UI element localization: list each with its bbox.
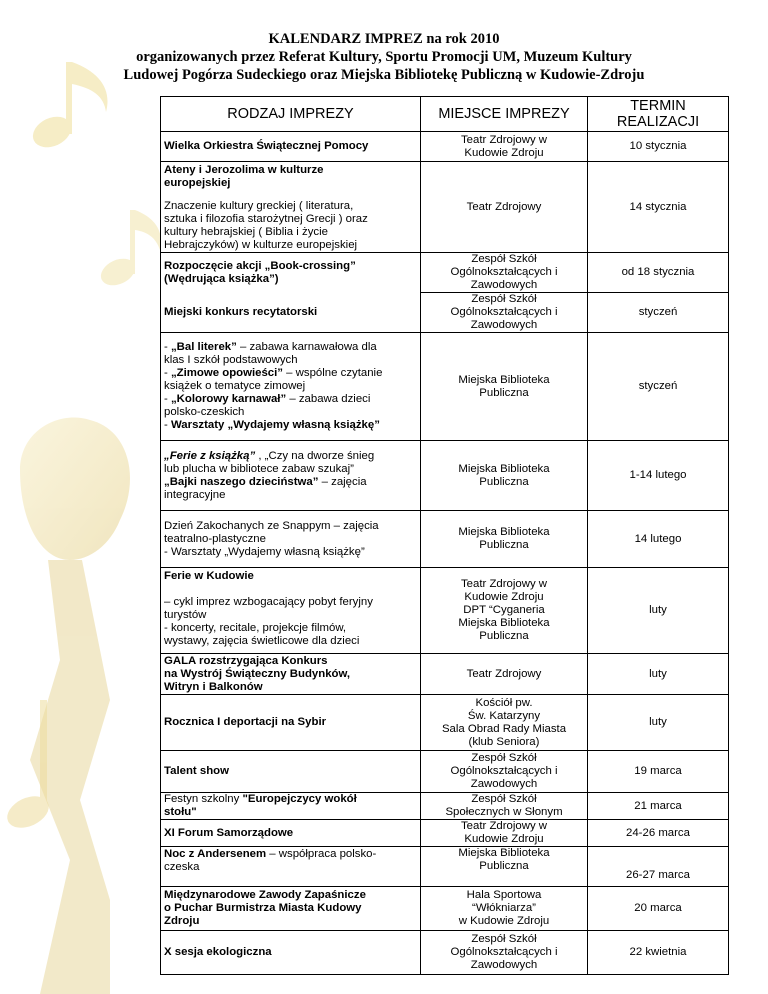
event-line: Międzynarodowe Zawody Zapaśnicze bbox=[164, 889, 366, 901]
event-line: Witryn i Balkonów bbox=[164, 680, 263, 693]
event-text: Noc z Andersenem bbox=[164, 848, 267, 860]
event-text: – zabawa dzieci bbox=[286, 393, 371, 405]
event-text: – zajęcia bbox=[318, 475, 367, 488]
table-row bbox=[161, 931, 729, 975]
event-title-line: Ferie w Kudowie bbox=[164, 570, 254, 582]
event-text: Warsztaty „Wydajemy własną książkę” bbox=[170, 419, 380, 431]
document-header bbox=[0, 30, 768, 84]
table-header-row bbox=[161, 97, 729, 132]
place-line: Zespół Szkół bbox=[471, 793, 537, 805]
place-line: Publiczna bbox=[479, 630, 529, 642]
place-line: “Włókniarza” bbox=[472, 902, 536, 914]
event-text: – współpraca polsko- bbox=[266, 848, 377, 860]
place-line: Miejska Biblioteka bbox=[458, 526, 550, 538]
event-title-line: europejskiej bbox=[164, 177, 231, 189]
event-name: Rocznica I deportacji na Sybir bbox=[161, 695, 421, 751]
event-place: Teatr Zdrojowy bbox=[421, 654, 588, 695]
place-line: Ogólnokształcących i bbox=[450, 306, 558, 318]
event-date: 20 marca bbox=[588, 887, 729, 931]
event-name bbox=[161, 441, 421, 511]
header-subtitle: Ludowej Pogórza Sudeckiego oraz Miejska Bibliotekę Publiczną w Kudowie-Zdroju bbox=[123, 67, 645, 83]
event-desc-line: - koncerty, recitale, projekcje filmów, bbox=[164, 622, 347, 634]
event-name bbox=[161, 847, 421, 887]
place-line: Kościół pw. bbox=[475, 696, 533, 709]
header-title: KALENDARZ IMPREZ na rok 2010 bbox=[268, 31, 500, 47]
table-row bbox=[161, 847, 729, 887]
table-row bbox=[161, 293, 729, 333]
event-date: styczeń bbox=[588, 333, 729, 441]
event-line bbox=[164, 419, 417, 432]
event-line: Zdroju bbox=[164, 915, 200, 927]
event-place bbox=[421, 695, 588, 751]
event-place: Teatr Zdrojowy bbox=[421, 162, 588, 253]
event-text: , „Czy na dworze śnieg bbox=[255, 449, 375, 462]
place-line: Zespół Szkół bbox=[471, 253, 537, 265]
event-place bbox=[421, 293, 588, 333]
table-row bbox=[161, 568, 729, 654]
event-line: klas I szkół podstawowych bbox=[164, 354, 298, 366]
event-name bbox=[161, 511, 421, 568]
event-line: na Wystrój Świąteczny Budynków, bbox=[164, 667, 351, 680]
place-line: Miejska Biblioteka bbox=[458, 617, 550, 629]
place-line: DPT “Cyganeria bbox=[463, 604, 545, 616]
event-date: 14 lutego bbox=[588, 511, 729, 568]
place-line: Zespół Szkół bbox=[471, 293, 537, 305]
table-row bbox=[161, 441, 729, 511]
event-name: Talent show bbox=[161, 751, 421, 793]
event-text: "Europejczycy wokół bbox=[242, 793, 357, 805]
place-line: Zespół Szkół bbox=[471, 933, 537, 945]
event-date: 19 marca bbox=[588, 751, 729, 793]
table-row bbox=[161, 820, 729, 847]
event-date: 24-26 marca bbox=[588, 820, 729, 847]
event-name: X sesja ekologiczna bbox=[161, 931, 421, 975]
place-line: Publiczna bbox=[479, 475, 529, 488]
event-line bbox=[164, 793, 417, 806]
place-line: Zespół Szkół bbox=[471, 752, 537, 764]
event-name bbox=[161, 793, 421, 820]
place-line: Teatr Zdrojowy w bbox=[460, 578, 548, 590]
event-date: luty bbox=[588, 654, 729, 695]
event-place bbox=[421, 333, 588, 441]
event-line: książek o tematyce zimowej bbox=[164, 380, 306, 392]
event-line: (Wędrująca książka”) bbox=[164, 272, 279, 285]
event-text: – wspólne czytanie bbox=[283, 367, 383, 379]
event-name bbox=[161, 162, 421, 253]
microphone-icon bbox=[20, 417, 130, 994]
event-name bbox=[161, 568, 421, 654]
events-table bbox=[160, 96, 729, 975]
place-line: Kudowie Zdroju bbox=[464, 146, 544, 159]
event-text: Festyn szkolny bbox=[164, 793, 243, 805]
table-row bbox=[161, 887, 729, 931]
table-row bbox=[161, 253, 729, 293]
event-title-line: Ateny i Jerozolima w kulturze bbox=[164, 164, 324, 176]
event-line bbox=[164, 848, 417, 861]
place-line: Sala Obrad Rady Miasta bbox=[441, 722, 567, 735]
event-place bbox=[421, 887, 588, 931]
event-place bbox=[421, 820, 588, 847]
place-line: Publiczna bbox=[479, 386, 529, 399]
event-text: „Kolorowy karnawał” bbox=[170, 393, 287, 405]
event-line: Rozpoczęcie akcji „Book-crossing” bbox=[164, 259, 356, 272]
event-place bbox=[421, 253, 588, 293]
event-text: „Bajki naszego dzieciństwa” bbox=[164, 475, 319, 488]
event-date: styczeń bbox=[588, 293, 729, 333]
event-text: - bbox=[164, 419, 171, 431]
event-desc-line: turystów bbox=[164, 609, 207, 621]
table-row bbox=[161, 333, 729, 441]
event-name bbox=[161, 654, 421, 695]
event-line bbox=[164, 393, 417, 406]
column-header-place: MIEJSCE IMPREZY bbox=[421, 97, 588, 132]
place-line: Społecznych w Słonym bbox=[445, 806, 563, 818]
event-place bbox=[421, 568, 588, 654]
place-line: Zawodowych bbox=[470, 279, 538, 291]
event-line: stołu" bbox=[164, 806, 197, 818]
event-name: XI Forum Samorządowe bbox=[161, 820, 421, 847]
music-note-icon bbox=[97, 210, 161, 290]
event-place bbox=[421, 751, 588, 793]
event-place bbox=[421, 511, 588, 568]
table-row bbox=[161, 511, 729, 568]
table-row bbox=[161, 132, 729, 162]
event-name bbox=[161, 887, 421, 931]
event-date: 22 kwietnia bbox=[588, 931, 729, 975]
place-line: Zawodowych bbox=[470, 959, 538, 971]
event-line: teatralno-plastyczne bbox=[164, 532, 266, 545]
place-line: Kudowie Zdroju bbox=[464, 591, 544, 603]
table-row bbox=[161, 654, 729, 695]
place-line: Teatr Zdrojowy w bbox=[460, 133, 548, 146]
column-header-term-line: REALIZACJI bbox=[616, 114, 700, 130]
event-line: lub plucha w bibliotece zabaw szukaj” bbox=[164, 462, 354, 475]
table-row bbox=[161, 695, 729, 751]
event-text: – zabawa karnawałowa dla bbox=[236, 341, 377, 353]
event-line bbox=[164, 341, 417, 354]
event-desc-line: kultury hebrajskiej ( Biblia i życie bbox=[164, 226, 328, 238]
event-text: - bbox=[164, 393, 171, 405]
place-line: Publiczna bbox=[479, 539, 529, 551]
place-line: Miejska Biblioteka bbox=[458, 847, 550, 859]
event-text: „Zimowe opowieści” bbox=[170, 367, 283, 379]
event-name: Wielka Orkiestra Świątecznej Pomocy bbox=[161, 132, 421, 162]
event-line: o Puchar Burmistrza Miasta Kudowy bbox=[164, 902, 362, 914]
event-line: - Warsztaty „Wydajemy własną książkę” bbox=[164, 545, 365, 558]
table-row bbox=[161, 793, 729, 820]
music-note-icon bbox=[2, 700, 54, 834]
table-row bbox=[161, 751, 729, 793]
event-date: 10 stycznia bbox=[588, 132, 729, 162]
event-line: czeska bbox=[164, 861, 200, 873]
place-line: Zawodowych bbox=[470, 778, 538, 790]
place-line: w Kudowie Zdroju bbox=[458, 915, 550, 927]
column-header-term bbox=[588, 97, 729, 132]
event-desc-line: Hebrajczyków) w kulturze europejskiej bbox=[164, 239, 358, 251]
event-name: Miejski konkurs recytatorski bbox=[161, 293, 421, 333]
event-desc-line: Znaczenie kultury greckiej ( literatura, bbox=[164, 200, 354, 212]
place-line: Ogólnokształcących i bbox=[450, 946, 558, 958]
place-line: Hala Sportowa bbox=[466, 889, 542, 901]
event-name bbox=[161, 333, 421, 441]
event-date: od 18 stycznia bbox=[588, 253, 729, 293]
place-line: Św. Katarzyny bbox=[467, 709, 541, 722]
event-date: luty bbox=[588, 695, 729, 751]
event-place bbox=[421, 931, 588, 975]
place-line: Miejska Biblioteka bbox=[458, 373, 550, 386]
event-text: „Ferie z książką” bbox=[164, 449, 256, 462]
event-desc-line: wystawy, zajęcia świetlicowe dla dzieci bbox=[164, 635, 360, 647]
place-line: Zawodowych bbox=[470, 319, 538, 331]
table-row bbox=[161, 162, 729, 253]
column-header-term-line: TERMIN bbox=[630, 98, 686, 114]
event-line: integracyjne bbox=[164, 488, 226, 501]
place-line: Kudowie Zdroju bbox=[464, 833, 544, 845]
header-subtitle: organizowanych przez Referat Kultury, Sportu Promocji UM, Muzeum Kultury bbox=[136, 49, 632, 65]
event-date: 1-14 lutego bbox=[588, 441, 729, 511]
event-place bbox=[421, 847, 588, 887]
event-line: GALA rozstrzygająca Konkurs bbox=[164, 654, 328, 667]
place-line: Ogólnokształcących i bbox=[450, 266, 558, 278]
column-header-type: RODZAJ IMPREZY bbox=[161, 97, 421, 132]
event-place bbox=[421, 793, 588, 820]
event-date: 21 marca bbox=[588, 793, 729, 820]
place-line: (klub Seniora) bbox=[468, 735, 540, 748]
place-line: Ogólnokształcących i bbox=[450, 765, 558, 777]
event-line bbox=[164, 367, 417, 380]
event-line bbox=[164, 476, 417, 489]
event-text: „Bal literek” bbox=[170, 341, 237, 353]
event-desc-line: sztuka i filozofia starożytnej Grecji ) oraz bbox=[164, 213, 368, 225]
event-line: Dzień Zakochanych ze Snappym – zajęcia bbox=[164, 519, 379, 532]
event-place bbox=[421, 132, 588, 162]
event-place bbox=[421, 441, 588, 511]
event-name bbox=[161, 253, 421, 293]
event-date: 26-27 marca bbox=[588, 847, 729, 887]
place-line: Publiczna bbox=[479, 860, 529, 872]
event-desc-line: – cykl imprez wzbogacający pobyt feryjny bbox=[164, 596, 373, 608]
place-line: Teatr Zdrojowy w bbox=[460, 820, 548, 832]
event-date: luty bbox=[588, 568, 729, 654]
place-line: Miejska Biblioteka bbox=[458, 462, 550, 475]
event-date: 14 stycznia bbox=[588, 162, 729, 253]
event-text: - bbox=[164, 367, 171, 379]
event-line bbox=[164, 450, 417, 463]
event-line: polsko-czeskich bbox=[164, 406, 245, 418]
event-text: - bbox=[164, 341, 171, 353]
